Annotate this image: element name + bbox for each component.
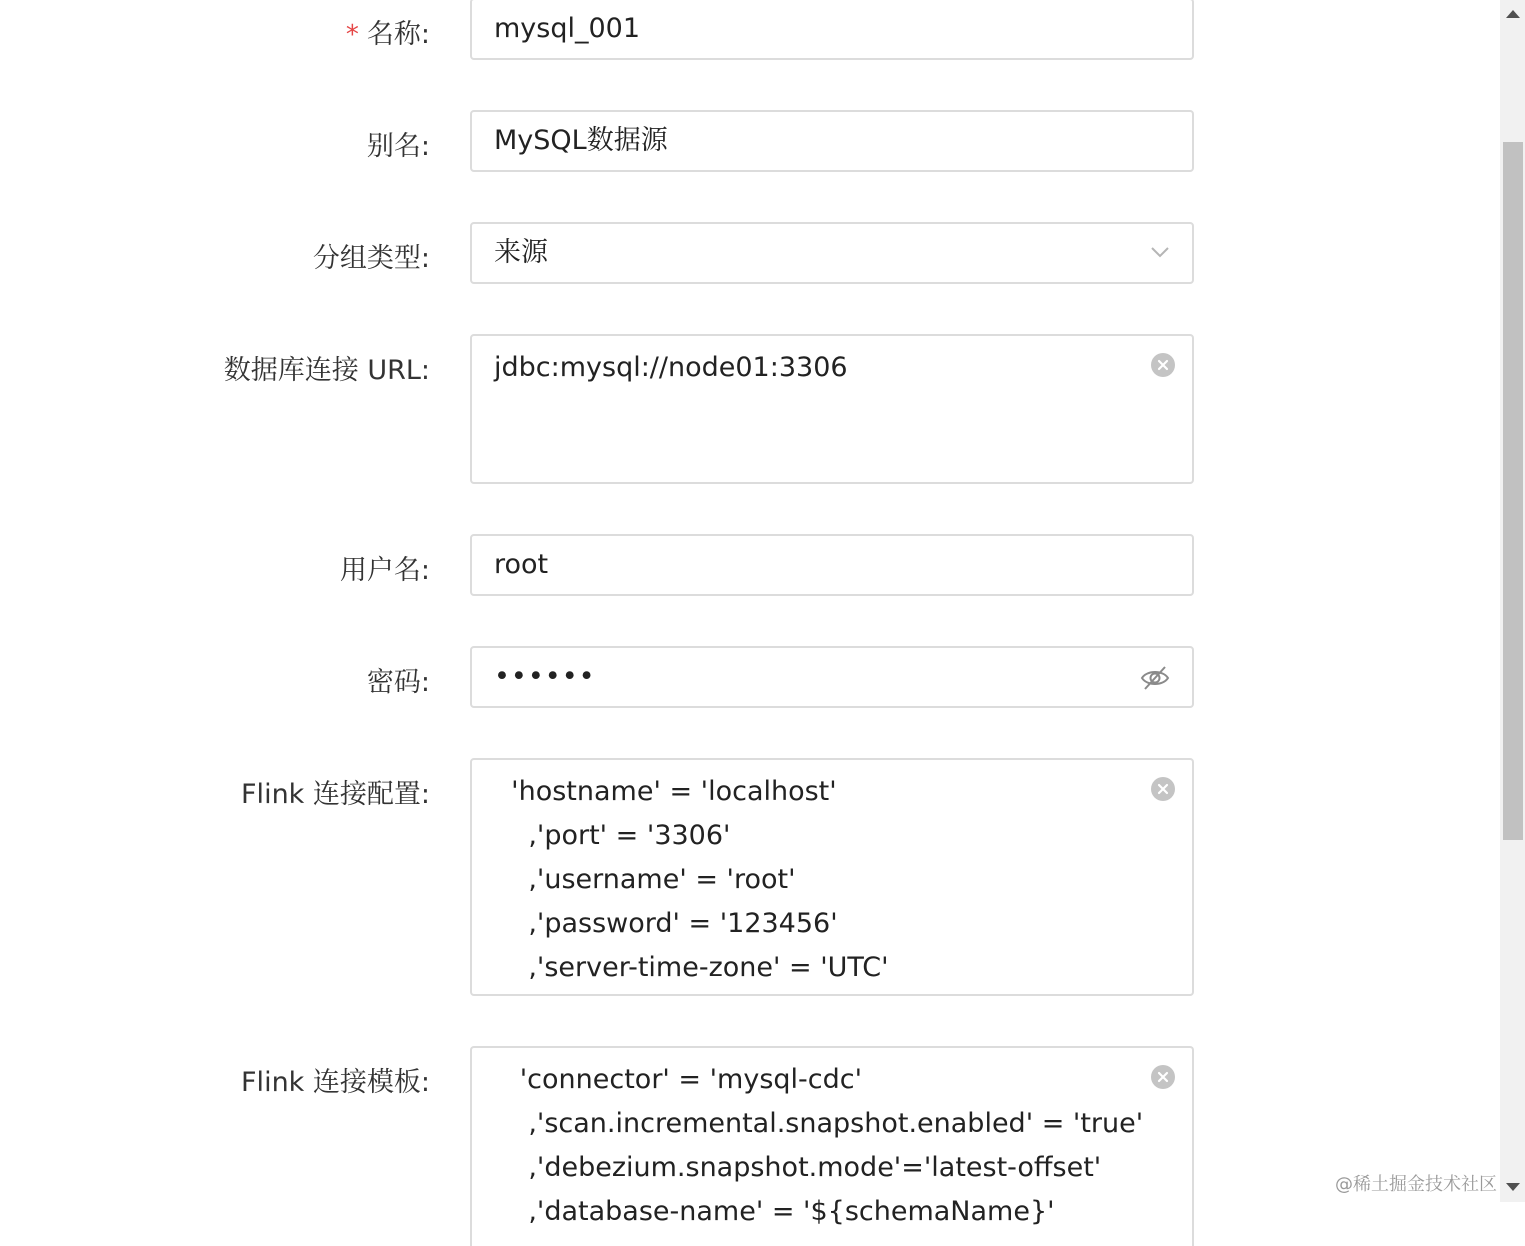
flink-config-line: ,'port' = '3306'	[494, 820, 731, 851]
flink-config-line: ,'server-time-zone' = 'UTC'	[494, 952, 889, 983]
alias-input-value: MySQL数据源	[494, 125, 668, 156]
scrollbar-thumb[interactable]	[1503, 142, 1523, 840]
name-input-value: mysql_001	[494, 13, 641, 44]
alias-input[interactable]	[470, 110, 1194, 172]
jdbc-url-label: 数据库连接 URL:	[223, 355, 430, 386]
flink-config-label: Flink 连接配置:	[241, 779, 430, 810]
flink-config-line: 'hostname' = 'localhost'	[494, 776, 837, 807]
alias-label: 别名:	[366, 131, 430, 162]
flink-template-line: ,'debezium.snapshot.mode'='latest-offset'	[494, 1152, 1102, 1183]
password-input-value: ••••••	[494, 661, 596, 692]
required-mark: *	[345, 20, 359, 50]
clear-icon[interactable]	[1151, 353, 1175, 377]
flink-template-line: 'connector' = 'mysql-cdc'	[494, 1064, 863, 1095]
jdbc-url-value: jdbc:mysql://node01:3306	[494, 352, 848, 383]
eye-off-icon[interactable]	[1140, 664, 1170, 692]
flink-config-textarea[interactable]	[470, 758, 1194, 996]
jdbc-url-textarea[interactable]	[470, 334, 1194, 484]
chevron-down-icon[interactable]	[1150, 242, 1170, 262]
username-input-value: root	[494, 549, 549, 580]
username-label: 用户名:	[339, 555, 430, 586]
password-input[interactable]	[470, 646, 1194, 708]
group-type-label: 分组类型:	[312, 243, 430, 274]
username-input[interactable]	[470, 534, 1194, 596]
scroll-down-arrow-icon[interactable]	[1506, 1183, 1520, 1191]
group-type-select[interactable]	[470, 222, 1194, 284]
group-type-selected-value: 来源	[494, 237, 548, 268]
name-label: * 名称:	[345, 19, 430, 50]
clear-icon[interactable]	[1151, 1065, 1175, 1089]
flink-template-label: Flink 连接模板:	[241, 1067, 430, 1098]
password-label: 密码:	[366, 667, 430, 698]
flink-template-textarea[interactable]	[470, 1046, 1194, 1246]
flink-config-line: ,'password' = '123456'	[494, 908, 838, 939]
flink-template-line: ,'scan.incremental.snapshot.enabled' = 'true'	[494, 1108, 1144, 1139]
flink-config-line: ,'username' = 'root'	[494, 864, 796, 895]
scroll-up-arrow-icon[interactable]	[1506, 10, 1520, 18]
flink-template-line: ,'database-name' = '${schemaName}'	[494, 1196, 1055, 1227]
name-input[interactable]	[470, 0, 1194, 60]
watermark: @稀土掘金技术社区	[1335, 1174, 1497, 1195]
clear-icon[interactable]	[1151, 777, 1175, 801]
